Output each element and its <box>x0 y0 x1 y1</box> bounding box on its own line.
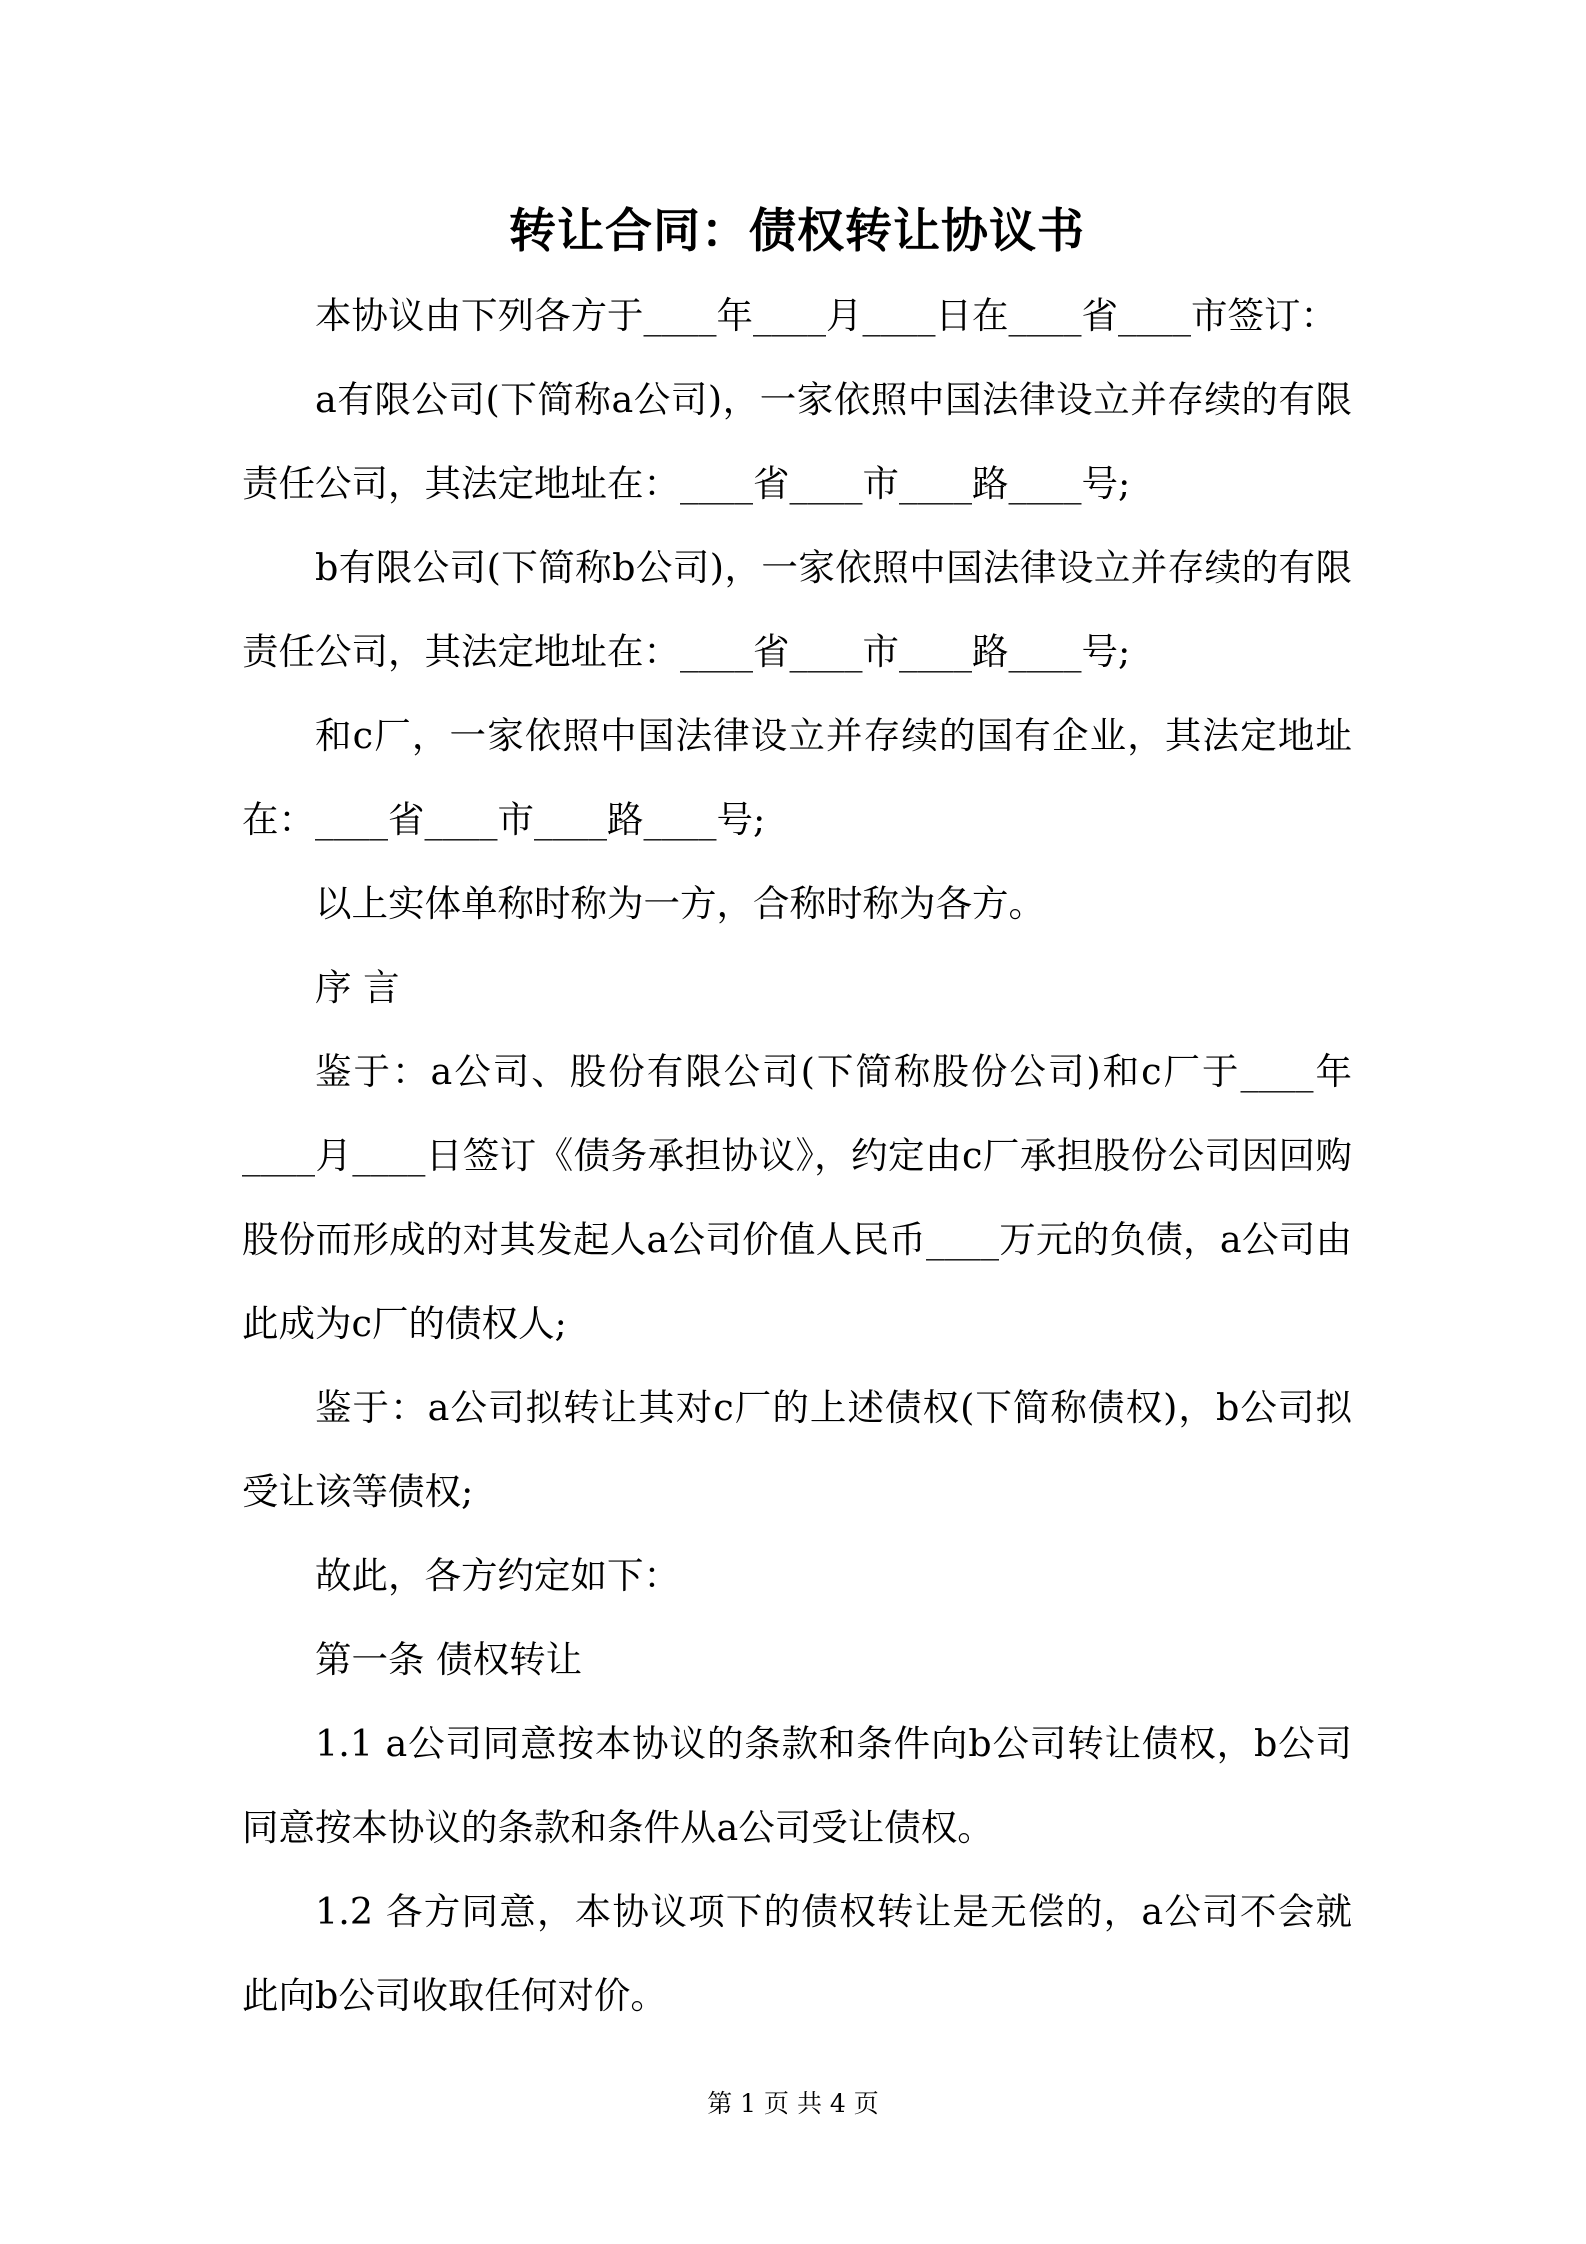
clause-1-1: 1.1 a公司同意按本协议的条款和条件向b公司转让债权，b公司同意按本协议的条款和条件从a公司受让债权。 <box>242 1722 1352 1849</box>
page-number-footer: 第 1 页 共 4 页 <box>707 2089 879 2118</box>
clause-1-2: 1.2 各方同意，本协议项下的债权转让是无偿的，a公司不会就此向b公司收取任何对价。 <box>242 1890 1352 2017</box>
document-body <box>242 190 1352 2038</box>
section-heading-preamble: 序 言 <box>315 966 400 1009</box>
paragraph-party-a: a有限公司(下简称a公司)，一家依照中国法律设立并存续的有限责任公司，其法定地址在：____省____市____路____号; <box>242 378 1352 505</box>
paragraph-agreement-intro: 故此，各方约定如下： <box>315 1554 680 1597</box>
paragraph-party-b: b有限公司(下简称b公司)，一家依照中国法律设立并存续的有限责任公司，其法定地址在：____省____市____路____号; <box>242 546 1352 673</box>
paragraph-signing-info: 本协议由下列各方于____年____月____日在____省____市签订： <box>315 294 1337 337</box>
paragraph-whereas-2: 鉴于：a公司拟转让其对c厂的上述债权(下简称债权)，b公司拟受让该等债权; <box>242 1386 1352 1513</box>
article-heading-1: 第一条 债权转让 <box>315 1638 583 1681</box>
paragraph-party-definition: 以上实体单称时称为一方，合称时称为各方。 <box>315 882 1045 925</box>
document-title: 转让合同：债权转让协议书 <box>509 204 1085 259</box>
paragraph-party-c: 和c厂，一家依照中国法律设立并存续的国有企业，其法定地址在：____省____市____路____号; <box>242 714 1352 841</box>
paragraph-whereas-1: 鉴于：a公司、股份有限公司(下简称股份公司)和c厂于____年____月____日签订《债务承担协议》，约定由c厂承担股份公司因回购股份而形成的对其发起人a公司价值人民币____万元的负债，a公司由此成为c厂的债权人; <box>242 1050 1352 1345</box>
